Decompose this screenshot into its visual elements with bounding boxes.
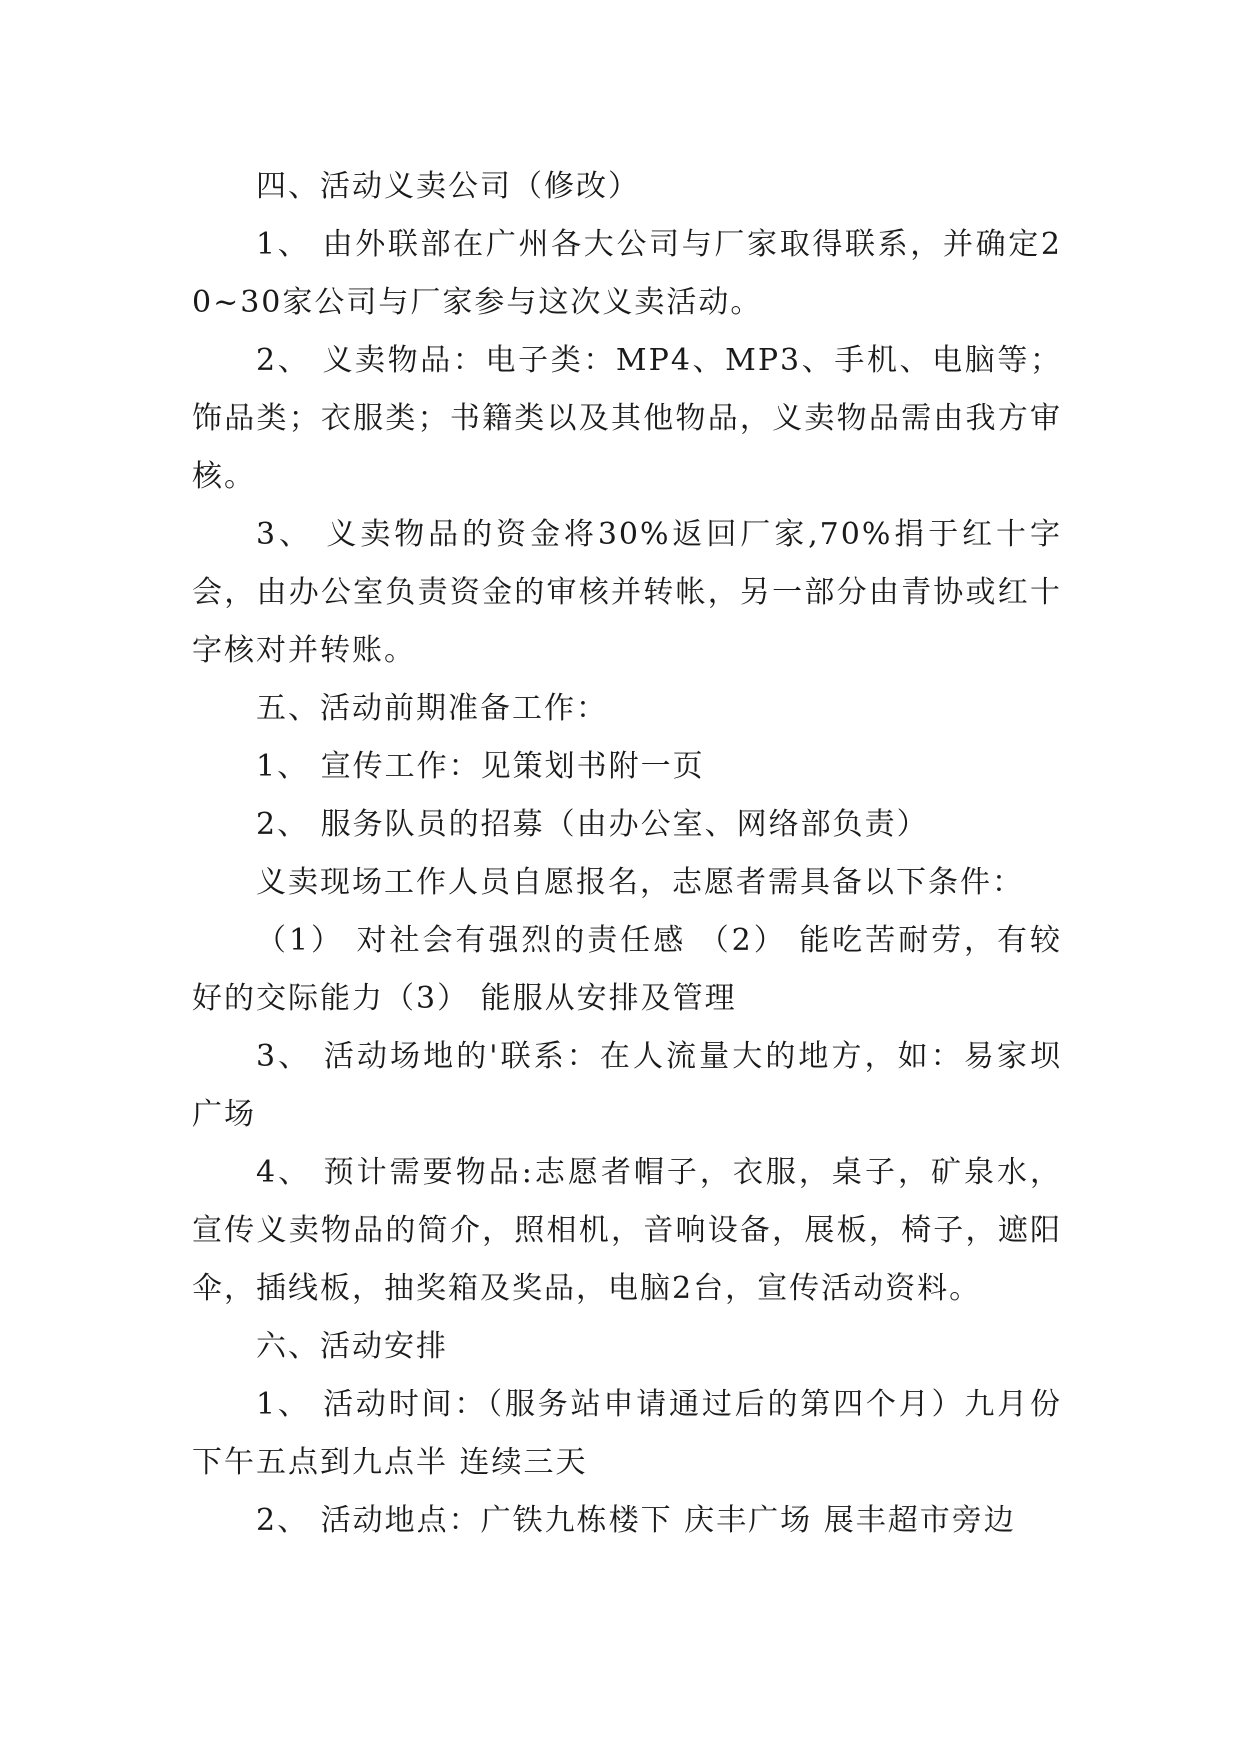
paragraph-volunteer-signup: 义卖现场工作人员自愿报名，志愿者需具备以下条件：	[256, 865, 1024, 900]
section-heading-5: 五、活动前期准备工作：	[256, 691, 608, 726]
paragraph-publicity-1: 1、 宣传工作：见策划书附一页	[256, 749, 705, 784]
paragraph-volunteer-conditions: （1） 对社会有强烈的责任感 （2） 能吃苦耐劳，有较好的交际能力（3） 能服从安排及管理	[192, 923, 1062, 1016]
section-heading-4: 四、活动义卖公司（修改）	[256, 169, 640, 204]
paragraph-venue-3: 3、 活动场地的'联系：在人流量大的地方，如：易家坝广场	[192, 1039, 1062, 1132]
paragraph-sale-companies-1: 1、 由外联部在广州各大公司与厂家取得联系，并确定20~30家公司与厂家参与这次义卖活动。	[192, 227, 1062, 320]
paragraph-recruitment-2: 2、 服务队员的招募（由办公室、网络部负责）	[256, 807, 929, 842]
paragraph-location-2: 2、 活动地点：广铁九栋楼下 庆丰广场 展丰超市旁边	[256, 1503, 1016, 1538]
paragraph-supplies-4: 4、 预计需要物品:志愿者帽子，衣服，桌子，矿泉水，宣传义卖物品的简介，照相机，音响设备，展板，椅子，遮阳伞，插线板，抽奖箱及奖品，电脑2台，宣传活动资料。	[192, 1155, 1062, 1306]
section-heading-6: 六、活动安排	[256, 1329, 448, 1364]
document-body	[192, 158, 1062, 1550]
paragraph-sale-funds-3: 3、 义卖物品的资金将30%返回厂家,70%捐于红十字会，由办公室负责资金的审核并转帐，另一部分由青协或红十字核对并转账。	[192, 517, 1062, 668]
paragraph-time-1: 1、 活动时间：（服务站申请通过后的第四个月）九月份 下午五点到九点半 连续三天	[192, 1387, 1062, 1480]
paragraph-sale-items-2: 2、 义卖物品：电子类：MP4、MP3、手机、电脑等；饰品类；衣服类；书籍类以及其他物品，义卖物品需由我方审核。	[192, 343, 1062, 494]
